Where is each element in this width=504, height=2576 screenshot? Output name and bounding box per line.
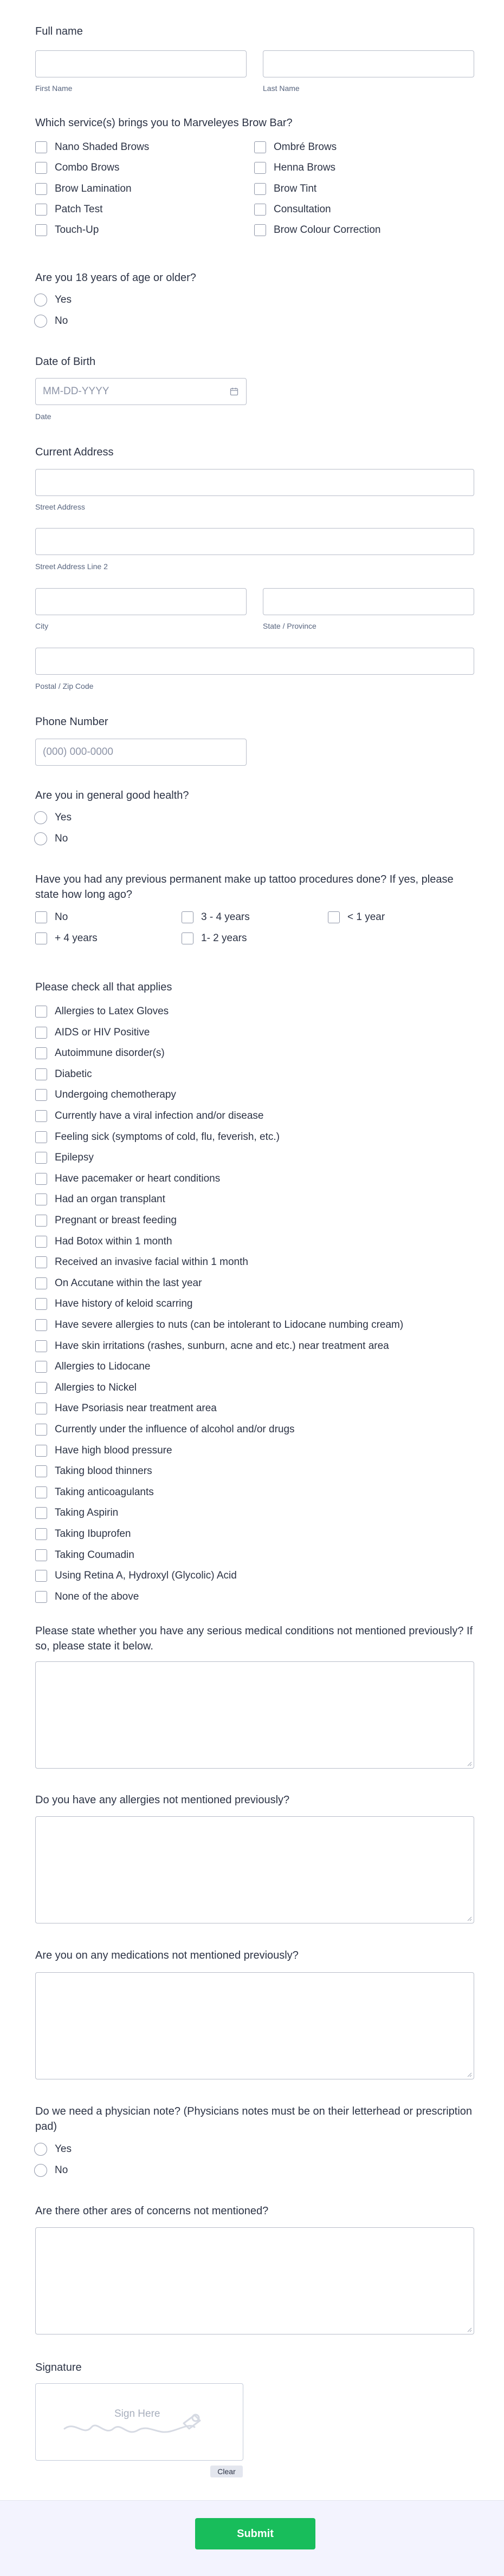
checkbox[interactable] [35,1298,47,1310]
checkbox[interactable] [35,1152,47,1164]
physician-note-label: Do we need a physician note? (Physicians notes must be on their letterhead or prescription pad) [35,2105,473,2132]
city-sublabel: City [35,622,49,630]
checkbox[interactable] [35,204,47,216]
checkbox[interactable] [35,1089,47,1101]
condition-option[interactable]: AIDS or HIV Positive [35,1027,150,1039]
checkbox[interactable] [35,162,47,174]
service-option[interactable]: Patch Test [35,204,102,216]
checkbox[interactable] [182,911,193,923]
checkbox[interactable] [35,911,47,923]
radio[interactable] [34,811,47,824]
checkbox[interactable] [35,1047,47,1059]
health-no-option[interactable]: No [34,832,68,845]
checkbox[interactable] [35,1528,47,1540]
medications-textarea[interactable] [35,1972,474,2079]
checkbox[interactable] [35,1215,47,1227]
previous-procedures-label: Have you had any previous permanent make up tattoo procedures done? If yes, please state how long ago? [35,873,454,901]
resize-grip-icon[interactable] [467,1761,472,1766]
checkbox[interactable] [35,183,47,195]
physician-no-option[interactable]: No [34,2164,68,2177]
condition-option[interactable]: Allergies to Latex Gloves [35,1006,169,1018]
age-yes-option[interactable]: Yes [34,294,72,306]
dob-sublabel: Date [35,412,51,421]
service-option[interactable]: Touch-Up [35,224,99,236]
radio[interactable] [34,294,47,306]
checkbox[interactable] [35,224,47,236]
checkbox[interactable] [35,1424,47,1436]
allergies-label: Do you have any allergies not mentioned previously? [35,1794,290,1806]
checkbox[interactable] [35,1486,47,1498]
checkbox[interactable] [35,1549,47,1561]
checkbox[interactable] [35,1361,47,1373]
condition-option[interactable]: Currently have a viral infection and/or disease [35,1110,263,1122]
condition-option[interactable]: Allergies to Nickel [35,1382,137,1394]
state-input[interactable] [263,588,474,615]
medications-label: Are you on any medications not mentioned previously? [35,1949,299,1961]
checkbox[interactable] [35,1006,47,1018]
previous-option[interactable]: 1- 2 years [182,932,247,944]
calendar-icon[interactable] [230,387,238,396]
condition-option[interactable]: Have skin irritations (rashes, sunburn, acne and etc.) near treatment area [35,1340,389,1352]
street-address-2-sublabel: Street Address Line 2 [35,562,108,571]
checkbox[interactable] [35,1319,47,1331]
service-option[interactable]: Combo Brows [35,162,119,174]
condition-option[interactable]: Epilepsy [35,1152,94,1164]
previous-option[interactable]: 3 - 4 years [182,911,250,923]
condition-option[interactable]: Undergoing chemotherapy [35,1089,176,1101]
checkbox[interactable] [35,932,47,944]
physician-yes-option[interactable]: Yes [34,2143,72,2156]
checkbox[interactable] [35,1465,47,1477]
checkbox[interactable] [35,1236,47,1248]
zip-input[interactable] [35,648,474,675]
checkbox[interactable] [35,1110,47,1122]
concerns-textarea[interactable] [35,2227,474,2334]
checkbox[interactable] [35,1445,47,1457]
condition-option[interactable]: Had an organ transplant [35,1194,165,1205]
previous-option[interactable]: + 4 years [35,932,98,944]
checkbox[interactable] [254,183,266,195]
service-option[interactable]: Henna Brows [254,162,335,174]
service-option[interactable]: Brow Colour Correction [254,224,380,236]
checkbox[interactable] [35,1570,47,1582]
checkbox[interactable] [182,932,193,944]
service-option[interactable]: Brow Tint [254,183,316,195]
services-label: Which service(s) brings you to Marveleyes Brow Bar? [35,117,293,129]
checkbox[interactable] [35,1256,47,1268]
health-yes-option[interactable]: Yes [34,811,72,824]
phone-placeholder: (000) 000-0000 [43,746,113,758]
resize-grip-icon[interactable] [467,2072,472,2077]
submit-button[interactable]: Submit [195,2518,315,2549]
condition-option[interactable]: Feeling sick (symptoms of cold, flu, feverish, etc.) [35,1131,280,1143]
service-option[interactable]: Nano Shaded Brows [35,141,149,153]
checkbox[interactable] [35,1131,47,1143]
radio[interactable] [34,832,47,845]
serious-conditions-textarea[interactable] [35,1661,474,1769]
signature-pad[interactable] [35,2383,243,2461]
condition-option[interactable]: Allergies to Lidocane [35,1361,150,1373]
radio[interactable] [34,315,47,328]
address-label: Current Address [35,446,114,458]
checkbox[interactable] [35,141,47,153]
condition-option[interactable]: Autoimmune disorder(s) [35,1047,165,1059]
dob-label: Date of Birth [35,356,96,368]
age-no-option[interactable]: No [34,315,68,328]
dob-placeholder: MM-DD-YYYY [43,386,109,397]
resize-grip-icon[interactable] [467,2327,472,2332]
first-name-sublabel: First Name [35,84,73,93]
condition-option[interactable]: Received an invasive facial within 1 month [35,1256,248,1268]
checkbox[interactable] [35,1507,47,1519]
checkbox[interactable] [35,1173,47,1185]
condition-option[interactable]: Have high blood pressure [35,1445,172,1457]
condition-option[interactable]: On Accutane within the last year [35,1277,202,1289]
dob-input[interactable] [35,378,247,405]
condition-option[interactable]: Currently under the influence of alcohol and/or drugs [35,1424,295,1436]
checkbox[interactable] [328,911,340,923]
city-input[interactable] [35,588,247,615]
serious-conditions-label: Please state whether you have any serious medical conditions not mentioned previously? If so, please state it below. [35,1625,473,1652]
condition-option[interactable]: Using Retina A, Hydroxyl (Glycolic) Acid [35,1570,237,1582]
condition-option[interactable]: Diabetic [35,1068,92,1080]
last-name-sublabel: Last Name [263,84,300,93]
age-label: Are you 18 years of age or older? [35,272,196,284]
radio[interactable] [34,2143,47,2156]
clear-signature-button[interactable]: Clear [210,2466,243,2477]
street-address-sublabel: Street Address [35,503,85,511]
condition-option[interactable]: Have pacemaker or heart conditions [35,1173,220,1185]
full-name-label: Full name [35,25,83,37]
street-address-2-input[interactable] [35,528,474,555]
last-name-input[interactable] [263,50,474,77]
checkbox[interactable] [254,224,266,236]
health-label: Are you in general good health? [35,790,189,801]
condition-option[interactable]: Have Psoriasis near treatment area [35,1403,217,1414]
signature-hint: Sign Here [114,2408,160,2420]
checkbox[interactable] [254,204,266,216]
checkbox[interactable] [254,141,266,153]
state-sublabel: State / Province [263,622,316,630]
phone-label: Phone Number [35,716,108,728]
conditions-label: Please check all that applies [35,981,172,993]
condition-option[interactable]: Have history of keloid scarring [35,1298,193,1310]
condition-option[interactable]: Taking Coumadin [35,1549,134,1561]
condition-option[interactable]: Pregnant or breast feeding [35,1215,177,1227]
condition-option[interactable]: Taking blood thinners [35,1465,152,1477]
checkbox[interactable] [35,1403,47,1414]
checkbox[interactable] [35,1591,47,1603]
condition-option[interactable]: Had Botox within 1 month [35,1236,172,1248]
checkbox[interactable] [35,1340,47,1352]
condition-option[interactable]: Have severe allergies to nuts (can be intolerant to Lidocane numbing cream) [35,1319,403,1331]
previous-option[interactable]: No [35,911,68,923]
checkbox[interactable] [254,162,266,174]
condition-option[interactable]: Taking Aspirin [35,1507,118,1519]
checkbox[interactable] [35,1277,47,1289]
checkbox[interactable] [35,1194,47,1205]
radio[interactable] [34,2164,47,2177]
checkbox[interactable] [35,1068,47,1080]
service-option[interactable]: Ombré Brows [254,141,337,153]
condition-option[interactable]: None of the above [35,1591,139,1603]
signature-scribble-icon [62,2399,224,2442]
checkbox[interactable] [35,1027,47,1039]
concerns-label: Are there other ares of concerns not mentioned? [35,2205,269,2217]
signature-label: Signature [35,2362,82,2373]
condition-option[interactable]: Taking anticoagulants [35,1486,154,1498]
service-option[interactable]: Brow Lamination [35,183,132,195]
service-option[interactable]: Consultation [254,204,331,216]
resize-grip-icon[interactable] [467,1916,472,1921]
phone-input[interactable] [35,739,247,766]
zip-sublabel: Postal / Zip Code [35,682,94,690]
checkbox[interactable] [35,1382,47,1394]
allergies-textarea[interactable] [35,1816,474,1923]
street-address-input[interactable] [35,469,474,496]
previous-option[interactable]: < 1 year [328,911,385,923]
first-name-input[interactable] [35,50,247,77]
condition-option[interactable]: Taking Ibuprofen [35,1528,131,1540]
